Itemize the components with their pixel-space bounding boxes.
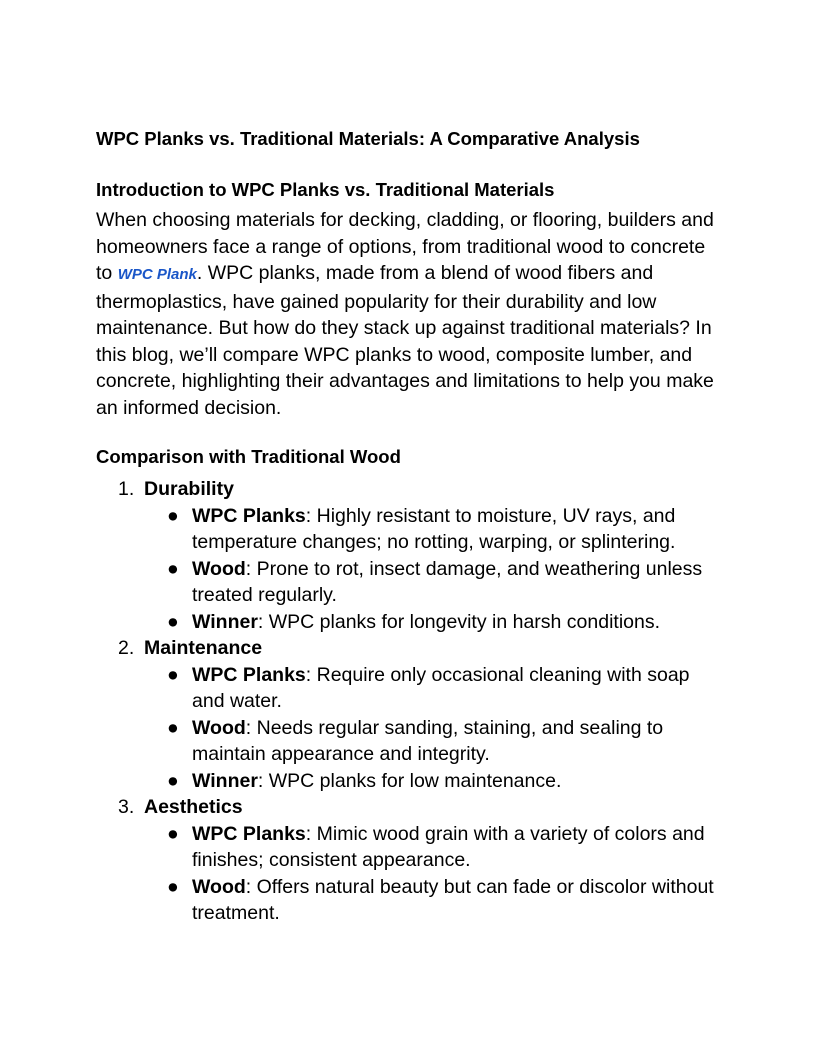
intro-text-start: When choosing materials for decking, cladding, or flooring, builders and homeowners face a range of options, from traditional wood to concrete to xyxy=(96,209,714,284)
point-label: WPC Planks xyxy=(192,822,306,845)
point-label: Wood xyxy=(192,875,246,898)
list-item xyxy=(144,874,726,927)
document-page xyxy=(96,127,726,927)
point-label: Wood xyxy=(192,716,246,739)
topic-points xyxy=(144,503,726,636)
topic-number: 1. xyxy=(118,478,135,500)
document-title: WPC Planks vs. Traditional Materials: A Comparative Analysis xyxy=(96,128,640,149)
bullet-icon: ● xyxy=(167,557,179,580)
list-item xyxy=(144,715,726,768)
point-text: : WPC planks for longevity in harsh conditions. xyxy=(257,610,661,633)
point-label: WPC Planks xyxy=(192,504,306,527)
topic-points xyxy=(144,821,726,927)
point-text: : Prone to rot, insect damage, and weathering unless treated regularly. xyxy=(192,557,703,606)
topic-number: 3. xyxy=(118,796,135,818)
topic-title: Aesthetics xyxy=(144,796,243,818)
bullet-icon: ● xyxy=(167,875,179,898)
point-text: : Needs regular sanding, staining, and sealing to maintain appearance and integrity. xyxy=(192,716,664,765)
bullet-icon: ● xyxy=(167,504,179,527)
topic-maintenance xyxy=(96,635,726,794)
point-label: Wood xyxy=(192,557,246,580)
point-label: WPC Planks xyxy=(192,663,306,686)
point-label: Winner xyxy=(192,769,258,792)
intro-paragraph xyxy=(96,207,726,421)
bullet-icon: ● xyxy=(167,822,179,845)
list-item xyxy=(144,556,726,609)
point-text: : WPC planks for low maintenance. xyxy=(257,769,562,792)
wpc-plank-link[interactable]: WPC Plank xyxy=(117,266,197,283)
topic-number: 2. xyxy=(118,637,135,659)
bullet-icon: ● xyxy=(167,716,179,739)
bullet-icon: ● xyxy=(167,663,179,686)
list-item xyxy=(144,609,726,636)
intro-text-end: . WPC planks, made from a blend of wood fibers and thermoplastics, have gained popularity for their durability and low maintenance. But how do they stack up against traditional materials? In this blog, we’ll compare WPC planks to wood, composite lumber, and concrete, highlighting their advantages and limitations to help you make an informed decision. xyxy=(96,262,714,419)
list-item xyxy=(144,768,726,795)
point-text: : Offers natural beauty but can fade or discolor without treatment. xyxy=(192,875,714,924)
list-item xyxy=(144,503,726,556)
comparison-heading: Comparison with Traditional Wood xyxy=(96,446,401,467)
topic-points xyxy=(144,662,726,795)
list-item xyxy=(144,662,726,715)
point-text: : Highly resistant to moisture, UV rays, and temperature changes; no rotting, warping, or splintering. xyxy=(192,504,676,553)
topic-durability xyxy=(96,476,726,635)
topic-aesthetics xyxy=(96,794,726,927)
comparison-list xyxy=(96,476,726,927)
point-text: : Mimic wood grain with a variety of colors and finishes; consistent appearance. xyxy=(192,822,705,871)
bullet-icon: ● xyxy=(167,769,179,792)
topic-title: Maintenance xyxy=(144,637,263,659)
point-text: : Require only occasional cleaning with soap and water. xyxy=(192,663,690,712)
bullet-icon: ● xyxy=(167,610,179,633)
intro-heading: Introduction to WPC Planks vs. Traditional Materials xyxy=(96,179,555,200)
point-label: Winner xyxy=(192,610,258,633)
list-item xyxy=(144,821,726,874)
topic-title: Durability xyxy=(144,478,234,500)
